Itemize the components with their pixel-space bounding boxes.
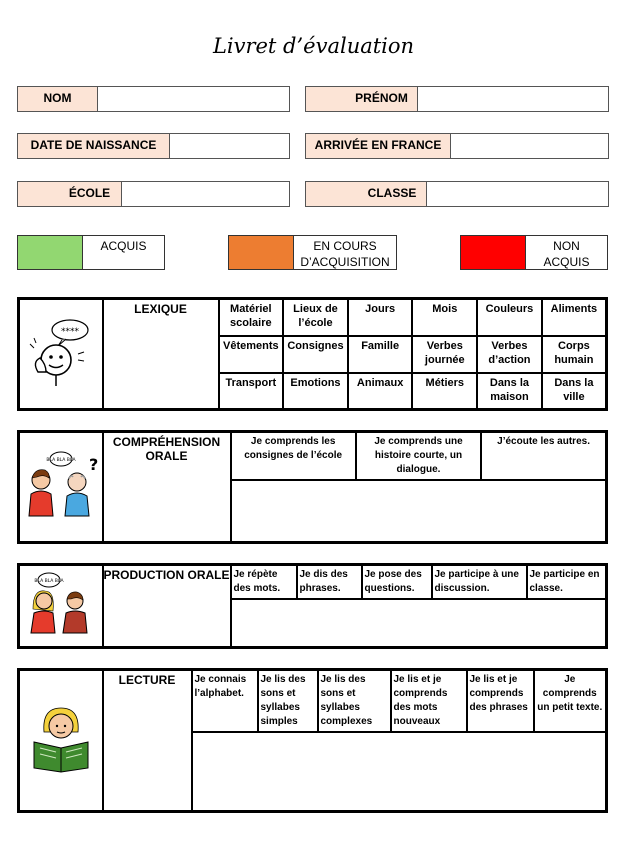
child-reading-book-icon xyxy=(28,702,94,774)
lexique-skill: Couleurs xyxy=(477,299,542,336)
lecture-icon-cell xyxy=(19,670,103,812)
page-title: Livret d’évaluation xyxy=(212,34,415,58)
lexique-skill: Jours xyxy=(348,299,413,336)
arrivee-france-label: ARRIVÉE EN FRANCE xyxy=(306,134,451,158)
comprehension-icon-cell xyxy=(19,432,103,543)
lexique-skill: Emotions xyxy=(283,373,348,410)
comprehension-notes[interactable] xyxy=(231,480,607,543)
ecole-field[interactable] xyxy=(17,181,290,207)
lexique-skill: Métiers xyxy=(412,373,477,410)
production-skill: Je répète des mots. xyxy=(231,565,297,600)
nom-field[interactable] xyxy=(17,86,290,112)
lexique-skill: Mois xyxy=(412,299,477,336)
lecture-skill: Je lis des sons et syllabes complexes xyxy=(318,670,391,733)
legend-swatch-orange xyxy=(229,236,294,269)
arrivee-france-field[interactable] xyxy=(305,133,609,159)
production-notes[interactable] xyxy=(231,599,607,648)
legend-swatch-green xyxy=(18,236,83,269)
production-category: PRODUCTION ORALE xyxy=(103,565,231,648)
production-skill: Je participe en classe. xyxy=(527,565,607,600)
lecture-skill: Je comprends un petit texte. xyxy=(534,670,607,733)
lexique-skill: Verbes d’action xyxy=(477,336,542,373)
lexique-skill: Consignes xyxy=(283,336,348,373)
lecture-skill: Je lis des sons et syllabes simples xyxy=(258,670,318,733)
arrivee-france-value[interactable] xyxy=(451,134,608,158)
comprehension-category: COMPRÉHENSION ORALE xyxy=(103,432,231,543)
comprehension-skill: Je comprends les consignes de l’école xyxy=(231,432,356,481)
legend-non-acquis xyxy=(460,235,608,270)
lexique-skill: Aliments xyxy=(542,299,607,336)
lexique-skill: Dans la ville xyxy=(542,373,607,410)
production-bubble-text: BLA BLA BLA xyxy=(34,578,64,584)
legend-en-cours-line2: D’ACQUISITION xyxy=(300,255,390,269)
legend-acquis xyxy=(17,235,165,270)
two-people-talking-icon xyxy=(25,450,97,520)
lexique-skill: Transport xyxy=(219,373,284,410)
production-skill: Je participe à une discussion. xyxy=(432,565,527,600)
lecture-skill: Je lis et je comprends des mots nouveaux xyxy=(391,670,467,733)
lexique-bubble-text: **** xyxy=(60,326,79,337)
ecole-value[interactable] xyxy=(122,182,289,206)
lexique-skill: Lieux de l’école xyxy=(283,299,348,336)
lexique-skill: Famille xyxy=(348,336,413,373)
comprehension-table xyxy=(17,430,608,544)
production-skill: Je dis des phrases. xyxy=(297,565,362,600)
lecture-skill: Je connais l’alphabet. xyxy=(192,670,258,733)
prenom-field[interactable] xyxy=(305,86,609,112)
classe-label: CLASSE xyxy=(306,182,427,206)
lexique-skill: Matériel scolaire xyxy=(219,299,284,336)
date-naissance-label: DATE DE NAISSANCE xyxy=(18,134,170,158)
legend-acquis-label: ACQUIS xyxy=(100,239,147,253)
lecture-table xyxy=(17,668,608,813)
comprehension-skill: Je comprends une histoire courte, un dialogue. xyxy=(356,432,481,481)
lexique-table xyxy=(17,297,608,411)
date-naissance-value[interactable] xyxy=(170,134,289,158)
thinking-face-icon xyxy=(26,314,96,390)
production-table xyxy=(17,563,608,649)
girl-boy-talking-icon xyxy=(25,571,97,637)
comprehension-question-mark: ? xyxy=(88,454,99,474)
prenom-value[interactable] xyxy=(418,87,608,111)
lexique-skill: Dans la maison xyxy=(477,373,542,410)
lexique-category: LEXIQUE xyxy=(103,299,219,410)
lexique-skill: Verbes journée xyxy=(412,336,477,373)
date-naissance-field[interactable] xyxy=(17,133,290,159)
legend-non-acquis-line2: ACQUIS xyxy=(543,255,590,269)
lecture-notes[interactable] xyxy=(192,732,607,812)
comprehension-bubble-text: BLA BLA BLA xyxy=(46,457,76,463)
comprehension-skill: J’écoute les autres. xyxy=(481,432,606,481)
lexique-skill: Corps humain xyxy=(542,336,607,373)
nom-value[interactable] xyxy=(98,87,289,111)
nom-label: NOM xyxy=(18,87,98,111)
ecole-label: ÉCOLE xyxy=(18,182,122,206)
legend-en-cours xyxy=(228,235,397,270)
legend-en-cours-line1: EN COURS xyxy=(313,239,377,253)
prenom-label: PRÉNOM xyxy=(306,87,418,111)
lexique-skill: Animaux xyxy=(348,373,413,410)
classe-value[interactable] xyxy=(427,182,608,206)
legend-non-acquis-line1: NON xyxy=(553,239,580,253)
production-icon-cell xyxy=(19,565,103,648)
lecture-category: LECTURE xyxy=(103,670,192,812)
lexique-icon-cell xyxy=(19,299,103,410)
lecture-skill: Je lis et je comprends des phrases xyxy=(467,670,534,733)
legend-swatch-red xyxy=(461,236,526,269)
classe-field[interactable] xyxy=(305,181,609,207)
lexique-skill: Vêtements xyxy=(219,336,284,373)
production-skill: Je pose des questions. xyxy=(362,565,432,600)
